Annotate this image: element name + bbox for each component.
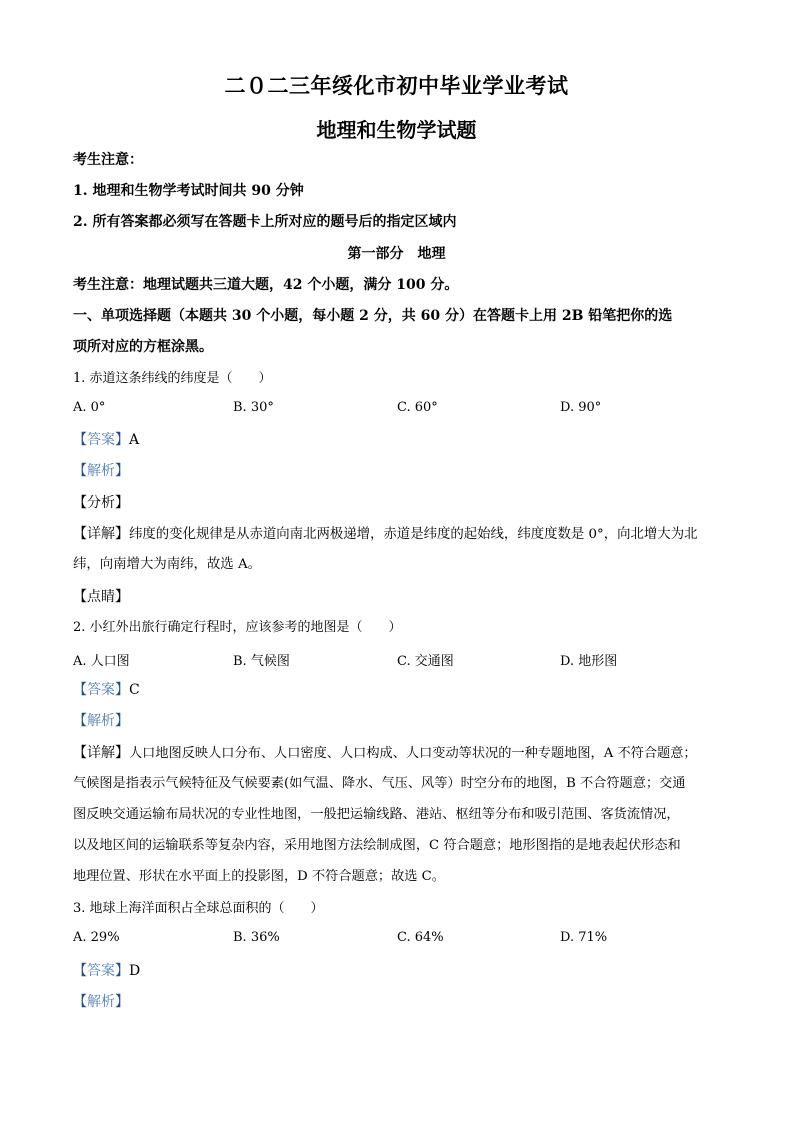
bracket-open: 【 — [73, 994, 87, 1010]
question-1-detail-line1 — [73, 524, 697, 545]
bracket-close: 】 — [115, 682, 129, 698]
question-2-analysis — [73, 711, 129, 731]
question-3-answer — [73, 961, 140, 981]
bracket-open: 【 — [73, 713, 87, 729]
bracket-close: 】 — [115, 495, 129, 511]
question-2-detail-line2: 气候图是指表示气候特征及气候要素(如气温、降水、气压、风等）时空分布的地图，B 不合符题意；交通 — [73, 776, 686, 791]
question-1-option-d: D. 90° — [560, 400, 602, 415]
question-3-option-c: C. 64% — [397, 930, 444, 945]
question-3-option-d: D. 71% — [560, 930, 608, 945]
detail-text: 人口地图反映人口分布、人口密度、人口构成、人口变动等状况的一种专题地图，A 不符合题意； — [129, 746, 697, 761]
exam-title: 二０二三年绥化市初中毕业学业考试 — [224, 73, 569, 98]
question-2-option-a: A. 人口图 — [73, 654, 130, 669]
question-1-option-b: B. 30° — [233, 400, 274, 415]
question-2-option-c: C. 交通图 — [397, 654, 454, 669]
question-3-option-b: B. 36% — [233, 930, 280, 945]
bracket-open: 【 — [73, 682, 87, 698]
question-1-option-c: C. 60° — [397, 400, 438, 415]
question-2-option-d: D. 地形图 — [560, 654, 618, 669]
section-instruction-line2: 项所对应的方框涂黑。 — [73, 339, 213, 355]
part-title: 第一部分 地理 — [347, 246, 446, 262]
part-notice: 考生注意：地理试题共三道大题，42 个小题，满分 100 分。 — [73, 277, 459, 293]
answer-label: 答案 — [87, 963, 115, 979]
bracket-open: 【 — [73, 432, 87, 448]
bracket-close: 】 — [115, 963, 129, 979]
notice-item-2: 2. 所有答案都必须写在答题卡上所对应的题号后的指定区域内 — [73, 214, 457, 230]
detail-label: 详解 — [87, 745, 115, 761]
bracket-open: 【 — [73, 589, 87, 605]
answer-value: A — [129, 432, 140, 448]
question-2-stem: 2. 小红外出旅行确定行程时，应该参考的地图是（ ） — [73, 620, 402, 635]
bracket-open: 【 — [73, 495, 87, 511]
bracket-close: 】 — [115, 463, 129, 479]
question-1-stem: 1. 赤道这条纬线的纬度是（ ） — [73, 371, 272, 386]
answer-label: 答案 — [87, 682, 115, 698]
bracket-open: 【 — [73, 745, 87, 761]
bracket-open: 【 — [73, 963, 87, 979]
question-3-analysis — [73, 992, 129, 1012]
analysis-label: 解析 — [87, 713, 115, 729]
bracket-open: 【 — [73, 463, 87, 479]
question-1-option-a: A. 0° — [73, 400, 106, 415]
dianjing-label: 点睛 — [87, 589, 115, 605]
question-2-detail-line3: 图反映交通运输布局状况的专业性地图，一般把运输线路、港站、枢纽等分布和吸引范围、客货流情况， — [73, 807, 680, 822]
question-2-detail-line5: 地理位置、形状在水平面上的投影图，D 不符合题意；故选 C。 — [73, 869, 445, 884]
notice-heading: 考生注意： — [73, 152, 143, 168]
analysis-label: 解析 — [87, 994, 115, 1010]
bracket-close: 】 — [115, 745, 129, 761]
bracket-close: 】 — [115, 526, 129, 542]
question-2-detail-line1 — [73, 743, 697, 764]
question-2-answer — [73, 680, 140, 700]
section-instruction-line1: 一、单项选择题（本题共 30 个小题，每小题 2 分，共 60 分）在答题卡上用 2B 铅笔把你的选 — [73, 308, 673, 324]
question-1-detail-line2: 纬，向南增大为南纬，故选 A。 — [73, 557, 262, 572]
question-1-answer — [73, 430, 139, 450]
detail-label: 详解 — [87, 526, 115, 542]
question-3-stem: 3. 地球上海洋面积占全球总面积的（ ） — [73, 901, 324, 916]
question-3-option-a: A. 29% — [73, 930, 120, 945]
question-2-option-b: B. 气候图 — [233, 654, 290, 669]
bracket-close: 】 — [115, 713, 129, 729]
question-1-analysis — [73, 461, 129, 481]
analysis-label: 解析 — [87, 463, 115, 479]
bracket-close: 】 — [115, 994, 129, 1010]
answer-label: 答案 — [87, 432, 115, 448]
exam-subtitle: 地理和生物学试题 — [316, 118, 477, 142]
bracket-close: 】 — [115, 589, 129, 605]
bracket-close: 】 — [115, 432, 129, 448]
detail-text: 纬度的变化规律是从赤道向南北两极递增，赤道是纬度的起始线，纬度度数是 0°，向北增大为北 — [129, 527, 698, 542]
question-2-detail-line4: 以及地区间的运输联系等复杂内容，采用地图方法绘制成图，C 符合题意；地形图指的是地表起伏形态和 — [73, 838, 681, 853]
notice-item-1: 1. 地理和生物学考试时间共 90 分钟 — [73, 183, 304, 199]
fenxi-label: 分析 — [87, 495, 115, 511]
bracket-open: 【 — [73, 526, 87, 542]
question-1-dianjing — [73, 587, 129, 607]
answer-value: C — [129, 682, 140, 698]
question-1-fenxi — [73, 493, 129, 513]
answer-value: D — [129, 963, 141, 979]
